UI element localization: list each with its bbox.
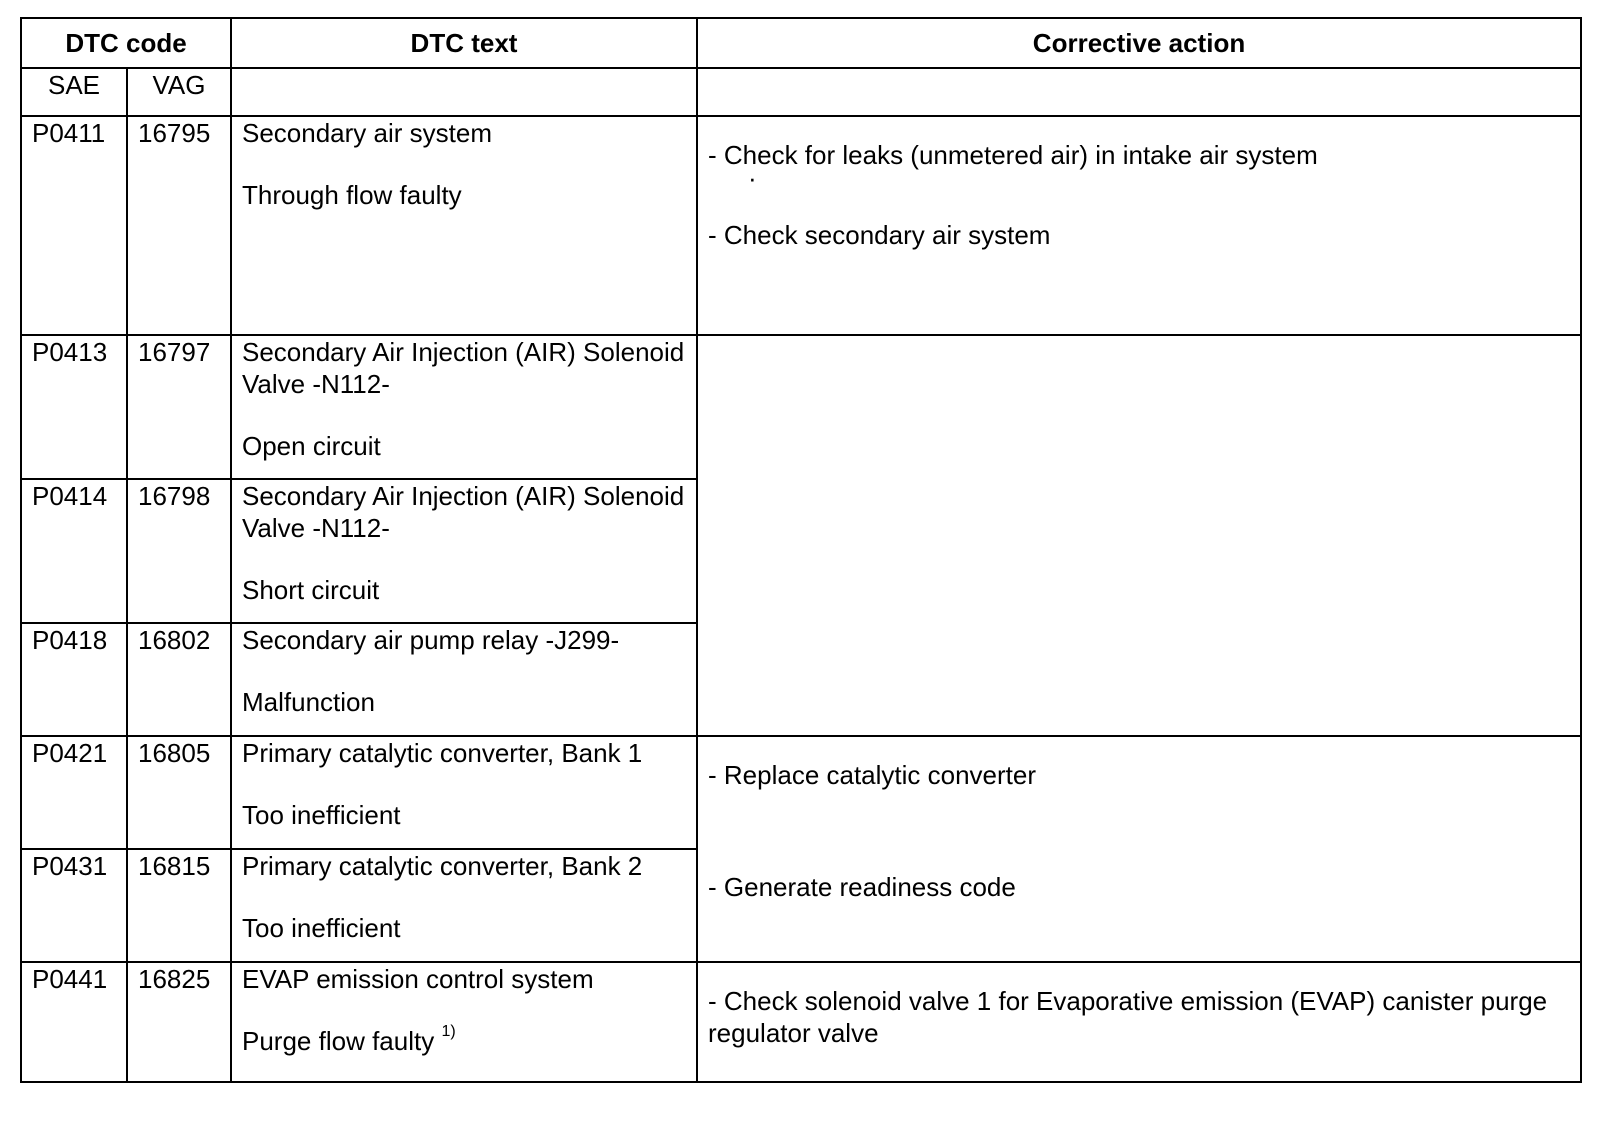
- dtc-text: [231, 479, 697, 623]
- dtc-text-status: Through flow faulty: [242, 180, 462, 210]
- corrective-action-empty: [697, 335, 1581, 736]
- header-dtc-text: DTC text: [231, 18, 697, 68]
- table-row: [21, 736, 1581, 849]
- dtc-table: [20, 17, 1582, 1083]
- dtc-text: [231, 962, 697, 1082]
- sae-code: P0441: [21, 962, 127, 1082]
- action-line: - Check for leaks (unmetered air) in intake air system: [708, 140, 1318, 170]
- dtc-text: [231, 116, 697, 335]
- action-line: - Generate readiness code: [708, 872, 1016, 902]
- dtc-text: [231, 623, 697, 736]
- table-row: [21, 116, 1581, 335]
- subheader-vag: VAG: [127, 68, 231, 116]
- corrective-action: [697, 736, 1581, 962]
- dtc-text: [231, 736, 697, 849]
- dtc-text: [231, 335, 697, 479]
- dtc-text-line: Primary catalytic converter, Bank 2: [242, 851, 643, 881]
- vag-code: 16802: [127, 623, 231, 736]
- table-row: [21, 962, 1581, 1082]
- dtc-text-line: Secondary air system: [242, 118, 492, 148]
- dtc-text-status: Malfunction: [242, 687, 375, 717]
- dtc-text-line: Secondary Air Injection (AIR) Solenoid Valve -N112-: [242, 481, 685, 543]
- dtc-text-status: Too inefficient: [242, 800, 401, 830]
- vag-code: 16825: [127, 962, 231, 1082]
- vag-code: 16815: [127, 849, 231, 962]
- header-row: [21, 18, 1581, 68]
- sae-code: P0431: [21, 849, 127, 962]
- dtc-text-status: Short circuit: [242, 575, 380, 605]
- corrective-action: [697, 116, 1581, 335]
- subheader-sae: SAE: [21, 68, 127, 116]
- stray-dot: ·: [748, 163, 757, 193]
- table-row: [21, 335, 1581, 479]
- sae-code: P0413: [21, 335, 127, 479]
- dtc-text-line: Secondary air pump relay -J299-: [242, 625, 620, 655]
- action-line: - Check solenoid valve 1 for Evaporative emission (EVAP) canister purge regulator valve: [708, 986, 1548, 1048]
- dtc-text-status: Open circuit: [242, 431, 381, 461]
- sae-code: P0418: [21, 623, 127, 736]
- vag-code: 16795: [127, 116, 231, 335]
- action-line: - Replace catalytic converter: [708, 760, 1037, 790]
- vag-code: 16798: [127, 479, 231, 623]
- dtc-text-line: Secondary Air Injection (AIR) Solenoid Valve -N112-: [242, 337, 685, 399]
- header-dtc-code: DTC code: [21, 18, 231, 68]
- dtc-text: [231, 849, 697, 962]
- footnote-marker: 1): [441, 1023, 456, 1041]
- corrective-action: [697, 962, 1581, 1082]
- dtc-text-line: Primary catalytic converter, Bank 1: [242, 738, 643, 768]
- dtc-text-status: Too inefficient: [242, 913, 401, 943]
- sae-code: P0414: [21, 479, 127, 623]
- vag-code: 16805: [127, 736, 231, 849]
- header-corrective-action: Corrective action: [697, 18, 1581, 68]
- sae-code: P0411: [21, 116, 127, 335]
- subheader-empty: [697, 68, 1581, 116]
- vag-code: 16797: [127, 335, 231, 479]
- subheader-empty: [231, 68, 697, 116]
- action-line: - Check secondary air system: [708, 220, 1051, 250]
- sae-code: P0421: [21, 736, 127, 849]
- dtc-text-status: Purge flow faulty: [242, 1026, 435, 1056]
- subheader-row: [21, 68, 1581, 116]
- dtc-text-line: EVAP emission control system: [242, 964, 594, 994]
